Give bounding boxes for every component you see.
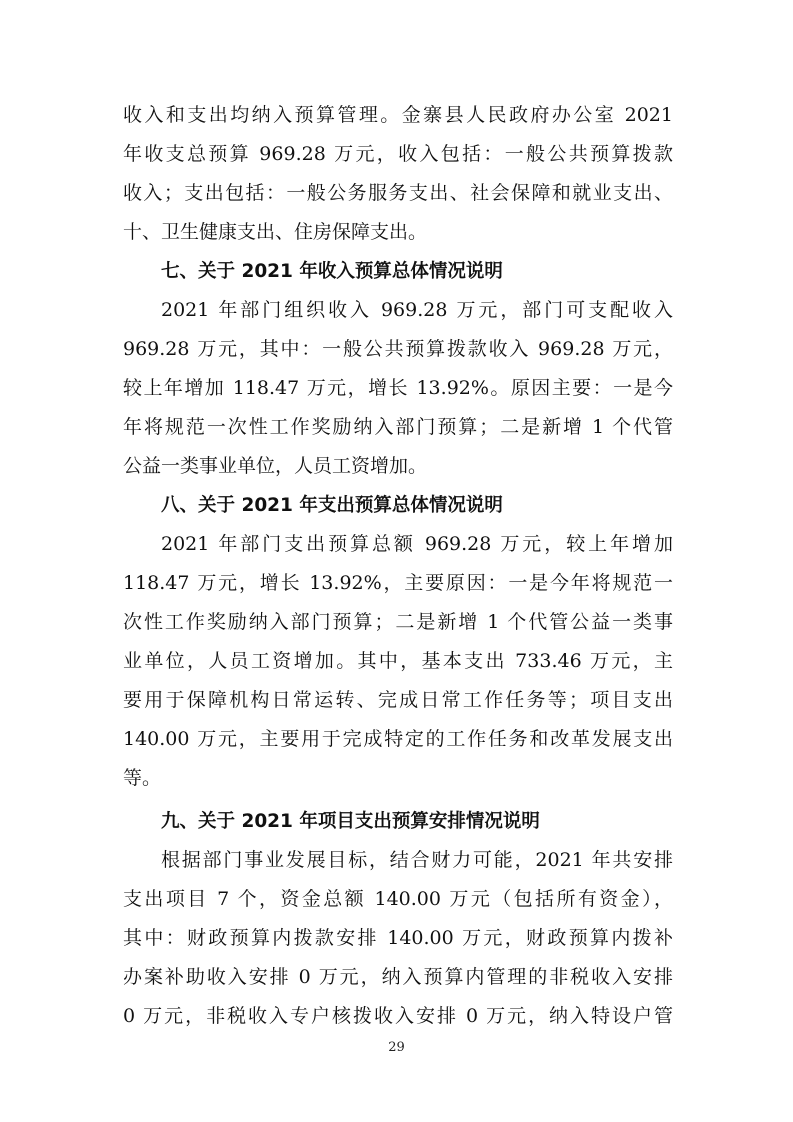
text-line: 等。: [123, 767, 162, 789]
text-line: 要用于保障机构日常运转、完成日常工作任务等；项目支出: [123, 689, 673, 711]
section-9-paragraph: [123, 841, 673, 1036]
text-line: 969.28 万元，其中：一般公共预算拨款收入 969.28 万元，: [123, 338, 673, 360]
intro-paragraph: [123, 96, 673, 252]
text-line: 办案补助收入安排 0 万元，纳入预算内管理的非税收入安排: [123, 966, 673, 988]
text-line: 业单位，人员工资增加。其中，基本支出 733.46 万元，主: [123, 650, 673, 672]
text-line: 收入和支出均纳入预算管理。金寨县人民政府办公室 2021: [123, 104, 673, 126]
page-number: 29: [388, 1040, 405, 1055]
text-line: 118.47 万元，增长 13.92%，主要原因：一是今年将规范一: [123, 572, 673, 594]
document-body: [123, 96, 673, 1036]
text-line: 公益一类事业单位，人员工资增加。: [123, 455, 428, 477]
text-line: 140.00 万元，主要用于完成特定的工作任务和改革发展支出: [123, 728, 673, 750]
text-line: 十、卫生健康支出、住房保障支出。: [123, 221, 428, 243]
text-line: 其中：财政预算内拨款安排 140.00 万元，财政预算内拨补: [123, 927, 673, 949]
text-line: 0 万元，非税收入专户核拨收入安排 0 万元，纳入特设户管: [123, 1005, 673, 1027]
text-line: 支出项目 7 个，资金总额 140.00 万元（包括所有资金），: [123, 888, 673, 910]
text-line: 2021 年部门支出预算总额 969.28 万元，较上年增加: [161, 533, 673, 555]
text-line: 年收支总预算 969.28 万元，收入包括：一般公共预算拨款: [123, 143, 673, 165]
text-line: 收入；支出包括：一般公务服务支出、社会保障和就业支出、: [123, 182, 673, 204]
text-line: 2021 年部门组织收入 969.28 万元，部门可支配收入: [161, 299, 673, 321]
section-8-heading: 八、关于 2021 年支出预算总体情况说明: [161, 495, 503, 516]
text-line: 根据部门事业发展目标，结合财力可能，2021 年共安排: [161, 849, 673, 871]
section-7-heading: 七、关于 2021 年收入预算总体情况说明: [161, 261, 503, 282]
text-line: 较上年增加 118.47 万元，增长 13.92%。原因主要：一是今: [123, 377, 673, 399]
section-8-paragraph: [123, 525, 673, 798]
text-line: 次性工作奖励纳入部门预算；二是新增 1 个代管公益一类事: [123, 611, 673, 633]
section-9-heading: 九、关于 2021 年项目支出预算安排情况说明: [161, 811, 540, 832]
section-7-paragraph: [123, 291, 673, 486]
text-line: 年将规范一次性工作奖励纳入部门预算；二是新增 1 个代管: [123, 416, 673, 438]
